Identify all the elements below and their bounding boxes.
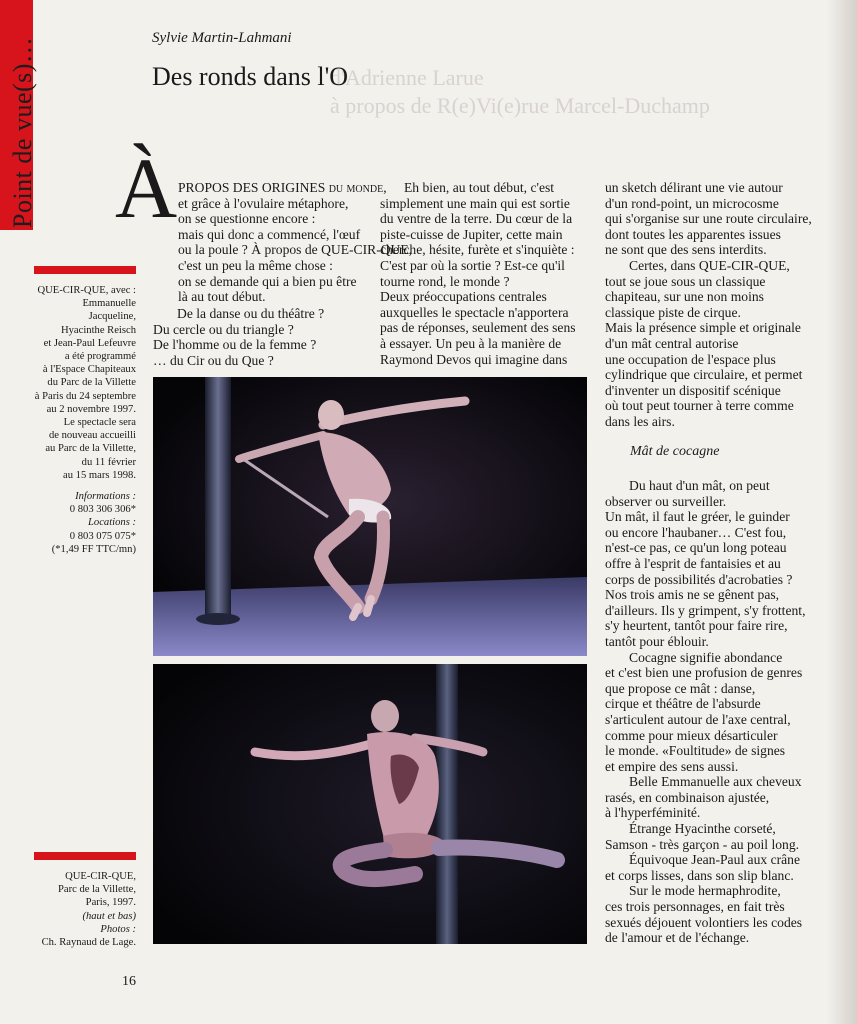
text-line: là au tout début. [178, 289, 266, 305]
text-line: s'y heurtent, tantôt pour faire rire, [605, 618, 788, 634]
sidebar-line: QUE-CIR-QUE, avec : [37, 285, 136, 296]
text-line: Certes, dans QUE-CIR-QUE, [629, 257, 790, 273]
text-line: piste-cuisse de Jupiter, cette main [380, 226, 563, 242]
sidebar-line: 0 803 306 306* [69, 504, 136, 516]
sidebar-line: au 15 mars 1998. [63, 469, 136, 481]
text-line: du ventre de la terre. Du cœur de la [380, 211, 573, 227]
text-line: tourne rond, le monde ? [380, 273, 510, 289]
text-line: De l'homme ou de la femme ? [153, 337, 317, 353]
sidebar-red-rule-top [34, 266, 136, 274]
photo-top-performer [153, 377, 587, 656]
sidebar-line: a été programmé [64, 351, 136, 363]
text-line: cylindrique que circulaire, et permet [605, 367, 803, 383]
text-line: ces trois personnages, en fait très [605, 899, 785, 915]
text-line: on se questionne encore : [178, 211, 316, 227]
text-line: Belle Emmanuelle aux cheveux [629, 774, 802, 790]
page-number: 16 [122, 974, 136, 989]
sidebar-line: au Parc de la Villette, [45, 443, 136, 455]
text-line: un sketch délirant une vie autour [605, 180, 783, 195]
photo-bottom-performer [153, 664, 587, 944]
text-line: à essayer. Un peu à la manière de [380, 335, 562, 351]
text-line: mais qui donc a commencé, l'œuf [178, 226, 361, 242]
text-line: ne sont que des sens interdits. [605, 242, 767, 258]
text-line: une occupation de l'espace plus [605, 351, 776, 367]
caption-line: Photos : [100, 923, 136, 935]
text-line: Sur le mode hermaphrodite, [629, 883, 781, 899]
subheading: Mât de cocagne [630, 444, 720, 459]
text-line: d'inventer un dispositif scénique [605, 382, 781, 398]
photo-caption [34, 870, 136, 949]
text-line: sexués déjouent volontiers les codes [605, 914, 803, 930]
sidebar-line: Emmanuelle Jacqueline, [82, 298, 136, 323]
text-line: et corps lisses, dans son slip blanc. [605, 867, 794, 883]
caption-line: QUE-CIR-QUE, [65, 871, 136, 882]
text-line: corps de possibilités d'acrobaties ? [605, 571, 793, 587]
text-line: chapiteau, sur une non moins [605, 289, 764, 305]
text-line: à l'hyperféminité. [605, 805, 701, 821]
page-edge-shadow [827, 0, 857, 1024]
text-line: dont toutes les apparentes issues [605, 226, 781, 242]
text-line: n'est-ce pas, ce qu'un long poteau [605, 540, 787, 556]
sidebar-line: à l'Espace Chapiteaux [42, 364, 136, 376]
text-line: tout se joue sous un classique [605, 273, 766, 289]
column-3-top [605, 180, 812, 430]
caption-line: (haut et bas) [82, 910, 136, 922]
sidebar-line: de nouveau accueilli [48, 430, 136, 442]
article-title: Des ronds dans l'O [152, 62, 349, 91]
sidebar-line: au 2 novembre 1997. [46, 403, 136, 415]
author: Sylvie Martin-Lahmani [152, 30, 292, 46]
text-line: cherche, hésite, furète et s'inquiète : [380, 242, 575, 258]
column-2 [380, 180, 576, 367]
text-line: s'articulent autour de l'axe central, [605, 711, 791, 727]
sidebar-line: et Jean-Paul Lefeuvre [43, 337, 136, 349]
sidebar-red-rule-bottom [34, 852, 136, 860]
sidebar-line: à Paris du 24 septembre [34, 390, 136, 402]
sidebar-line: Informations : [75, 491, 136, 503]
caption-line: Ch. Raynaud de Lage. [41, 937, 136, 949]
drop-cap: À [115, 140, 178, 236]
text-line: qui s'organise sur une route circulaire, [605, 211, 812, 227]
text-line: observer ou surveiller. [605, 493, 727, 509]
sidebar-line: du 11 février [81, 456, 136, 468]
text-line: le monde. «Foultitude» de signes [605, 743, 786, 759]
text-line: PROPOS DES ORIGINES du monde, [178, 180, 387, 195]
text-line: Du haut d'un mât, on peut [629, 478, 770, 493]
caption-line: Parc de la Villette, [57, 884, 136, 896]
text-line: Samson - très garçon - au poil long. [605, 836, 800, 852]
text-line: Mais la présence simple et originale [605, 320, 801, 336]
sidebar-line: Locations : [88, 517, 136, 529]
column-1-questions [153, 306, 324, 368]
column-3-bottom [605, 478, 805, 946]
text-line: c'est un peu la même chose : [178, 257, 333, 273]
text-line: classique piste de cirque. [605, 304, 741, 320]
text-line: simplement une main qui est sortie [380, 195, 570, 211]
spacer [34, 482, 136, 490]
section-title: Point de vue(s)… [8, 36, 37, 228]
text-line: que propose ce mât : danse, [605, 680, 756, 696]
text-line: offre à l'esprit de fantaisies et au [605, 555, 781, 571]
text-line: pas de réponses, seulement des sens [380, 320, 576, 336]
text-line: C'est par où la sortie ? Est-ce qu'il [380, 257, 565, 273]
text-line: de l'amour et de l'échange. [605, 930, 750, 946]
text-line: Du cercle ou du triangle ? [153, 321, 294, 337]
text-line: d'un rond-point, un microcosme [605, 195, 779, 211]
text-line: Eh bien, au tout début, c'est [404, 180, 555, 195]
caption-line: Paris, 1997. [85, 897, 136, 909]
text-line: Deux préoccupations centrales [380, 289, 547, 305]
text-line: cirque et théâtre de l'absurde [605, 696, 761, 712]
text-line: … du Cir ou du Que ? [153, 352, 274, 368]
text-line: ou encore l'haubaner… C'est fou, [605, 524, 787, 540]
sidebar-line: (*1,49 FF TTC/mn) [51, 543, 136, 555]
sidebar-info [34, 284, 136, 556]
text-line: Équivoque Jean-Paul aux crâne [629, 852, 800, 868]
text-line: De la danse ou du théâtre ? [177, 306, 325, 321]
text-line: comme pour mieux désarticuler [605, 727, 778, 743]
text-line: et c'est bien une profusion de genres [605, 665, 803, 681]
text-line: et grâce à l'ovulaire métaphore, [178, 195, 349, 211]
text-line: auxquelles le spectacle n'apportera [380, 304, 569, 320]
sidebar-line: Le spectacle sera [63, 417, 136, 429]
text-line: Un mât, il faut le gréer, le guinder [605, 509, 790, 525]
text-line: où tout peut tourner à terre comme [605, 398, 794, 414]
text-line: et empire des sens aussi. [605, 758, 739, 774]
text-line: ou la poule ? À propos de QUE-CIR-QUE, [178, 242, 413, 258]
sidebar-line: du Parc de la Villette [47, 377, 136, 389]
text-line: rasés, en combinaison ajustée, [605, 789, 770, 805]
sidebar-line: Hyacinthe Reisch [60, 324, 136, 336]
text-line: d'ailleurs. Ils y grimpent, s'y frottent, [605, 602, 806, 618]
text-line: on se demande qui a bien pu être [178, 273, 357, 289]
bleed-through-text: d'Adrienne Larue à propos de R(e)Vi(e)rue Marcel-Duchamp [330, 65, 710, 118]
sidebar-line: 0 803 075 075* [69, 530, 136, 542]
text-line: Raymond Devos qui imagine dans [380, 351, 568, 367]
text-line: tantôt pour éblouir. [605, 633, 709, 649]
text-line: dans les airs. [605, 413, 675, 429]
text-line: d'un mât central autorise [605, 335, 739, 351]
column-1 [178, 180, 412, 305]
text-line: Nos trois amis ne se gênent pas, [605, 587, 780, 603]
text-line: Cocagne signifie abondance [629, 649, 783, 665]
text-line: Étrange Hyacinthe corseté, [629, 821, 776, 837]
